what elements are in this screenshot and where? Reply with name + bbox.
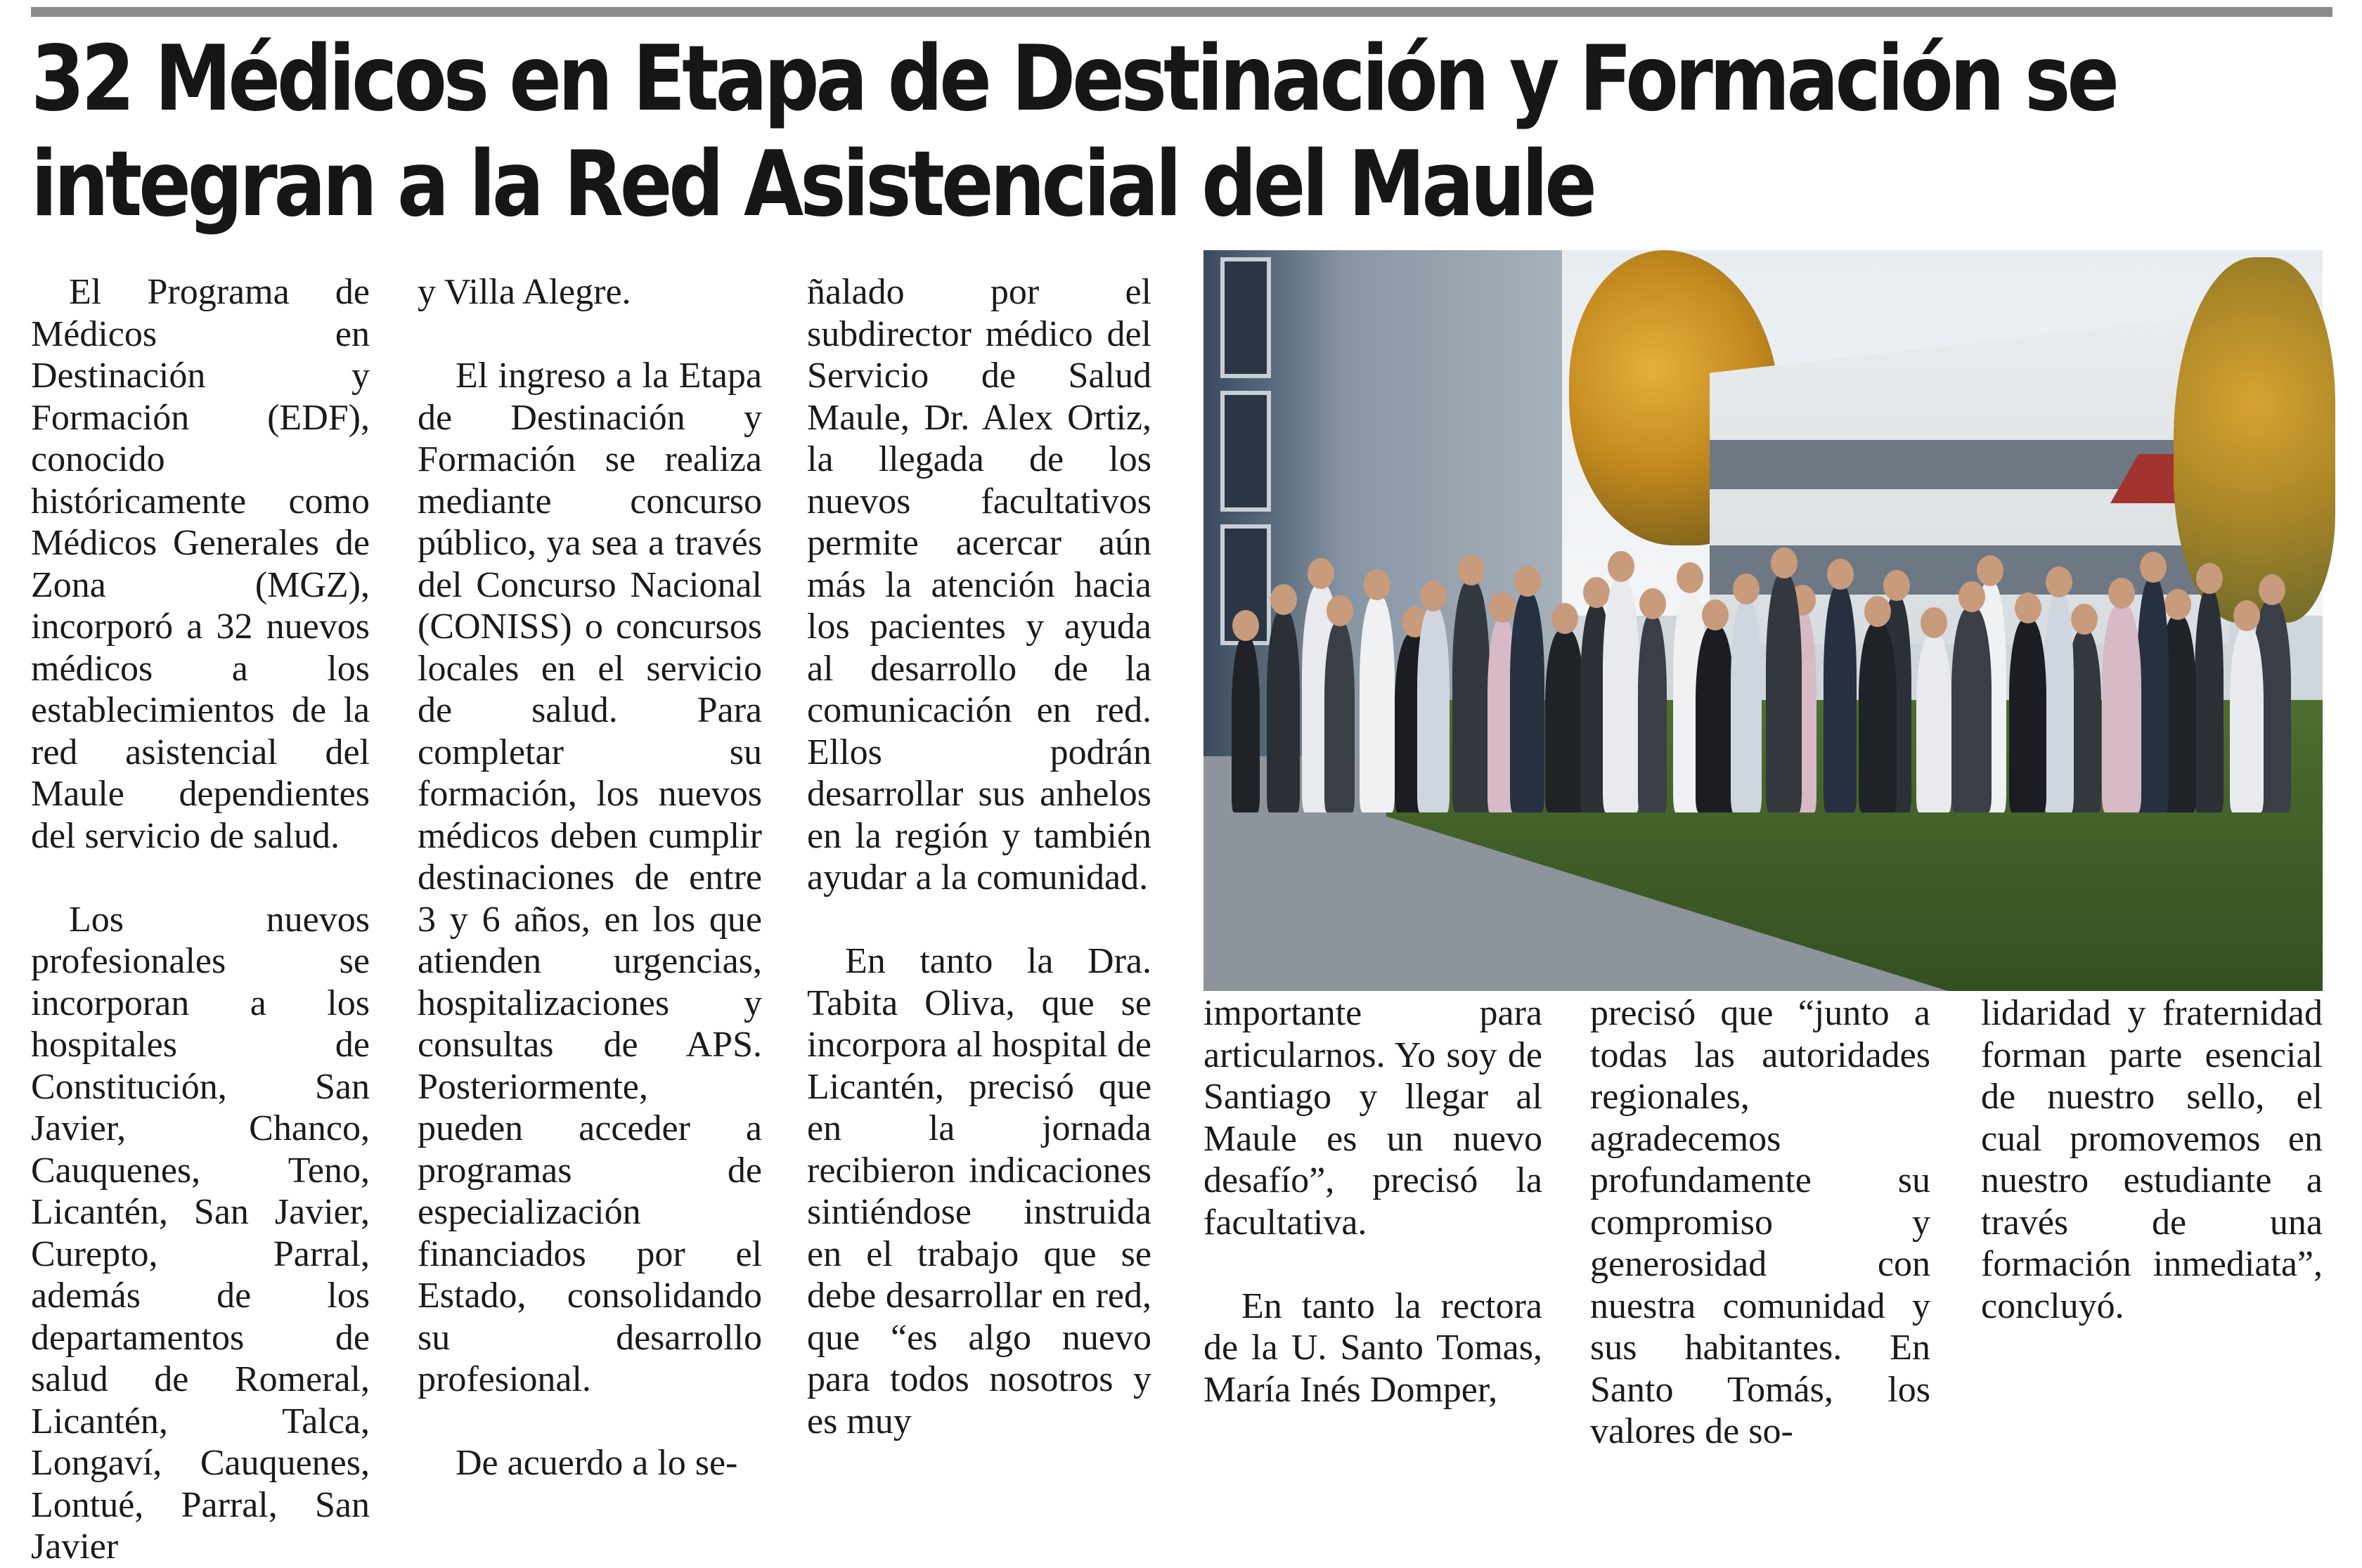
photo-person <box>1696 626 1734 812</box>
paragraph: precisó que “junto a todas las autoridades regionales, agradecemos profundamente su compromiso y generosidad con nuestra comunidad y sus habitantes. En Santo Tomás, los valores de so- <box>1590 993 1930 1451</box>
photo-person <box>1417 607 1450 812</box>
photo-person <box>1324 622 1355 812</box>
photo-person <box>2230 627 2264 812</box>
article-column-6 <box>1981 992 2323 1386</box>
top-rule <box>31 7 2332 17</box>
photo-person <box>1916 634 1951 812</box>
photo-person <box>1731 600 1762 812</box>
photo-person <box>1824 585 1857 812</box>
paragraph: El Programa de Médicos en Destinación y Formación (EDF), conocido históricamente como Médicos Generales de Zona (MGZ), incorporó a 32 nuevos médicos a los establecimientos de la red asistencial del Maule dependientes del servicio de salud. <box>31 272 370 856</box>
article-column-2 <box>418 271 762 1483</box>
photo-person <box>1360 596 1395 812</box>
photo-person <box>1603 578 1639 812</box>
photo-window <box>1220 391 1271 512</box>
photo-person <box>2009 619 2046 812</box>
photo-person <box>2137 578 2169 812</box>
headline-line-1: 32 Médicos en Etapa de Destinación y Formación se <box>31 27 2116 131</box>
paragraph: importante para articularnos. Yo soy de Santiago y llegar al Maule es un nuevo desafío”, precisó la facultativa. <box>1203 993 1542 1243</box>
photo-person <box>2195 590 2224 812</box>
paragraph: ñalado por el subdirector médico del Servicio de Salud Maule, Dr. Alex Ortiz, la llegada de los nuevos facultativos permite acercar aún más la atención hacia los pacientes y ayuda al desarrollo de la comunicación en red. Ellos podrán desarrollar sus anhelos en la región y también ayudar a la comunidad. <box>807 272 1151 898</box>
headline <box>31 27 2116 238</box>
photo-person <box>2102 604 2141 812</box>
article-column-5 <box>1590 992 1930 1451</box>
photo-person <box>1267 611 1300 812</box>
photo-person <box>2044 593 2074 812</box>
photo-person <box>1766 574 1802 812</box>
photo-person <box>1510 592 1544 812</box>
photo-person <box>1545 630 1585 812</box>
article-column-4 <box>1203 992 1542 1410</box>
paragraph: En tanto la rectora de la U. Santo Tomas, María Inés Domper, <box>1203 1285 1542 1410</box>
group-photo <box>1203 250 2323 991</box>
paragraph: Los nuevos profesionales se incorporan a los hospitales de Constitución, San Javier, Chanco, Cauquenes, Teno, Licantén, San Javier, Curepto, Parral, además de los departamentos de salud de Romeral, Licantén, Talca, Longaví, Cauquenes, Lontué, Parral, San Javier <box>31 899 370 1567</box>
photo-window <box>1220 257 1271 378</box>
paragraph: y Villa Alegre. <box>418 272 631 312</box>
paragraph: El ingreso a la Etapa de Destinación y Formación se realiza mediante concurso público, ya sea a través del Concurso Nacional (CONISS) o concursos locales en el servicio de salud. Para completar su formación, los nuevos médicos deben cumplir destinaciones de entre 3 y 6 años, en los que atienden urgencias, hospitalizaciones y consultas de APS. Posteriormente, pueden acceder a programas de especialización financiados por el Estado, consolidando su desarrollo profesional. <box>418 356 762 1399</box>
photo-crowd <box>1232 545 2314 812</box>
photo-person <box>1951 608 1992 812</box>
photo-person <box>1859 623 1897 812</box>
headline-line-2: integran a la Red Asistencial del Maule <box>31 132 1594 237</box>
paragraph: De acuerdo a lo se- <box>456 1443 738 1483</box>
photo-person <box>1638 615 1667 812</box>
photo-person <box>1232 637 1260 812</box>
article-column-1 <box>31 271 370 1567</box>
paragraph: lidaridad y fraternidad forman parte esencial de nuestro sello, el cual promovemos en nuestro estudiante a través de una formación inmediata”, concluyó. <box>1981 993 2323 1326</box>
article-column-3 <box>807 271 1151 1441</box>
photo-person <box>1452 581 1490 812</box>
paragraph: En tanto la Dra. Tabita Oliva, que se incorpora al hospital de Licantén, precisó que en la jornada recibieron indicaciones sintiéndose instruida en el trabajo que se debe desarrollar en red, que “es algo nuevo para todos nosotros y es muy <box>807 941 1151 1441</box>
